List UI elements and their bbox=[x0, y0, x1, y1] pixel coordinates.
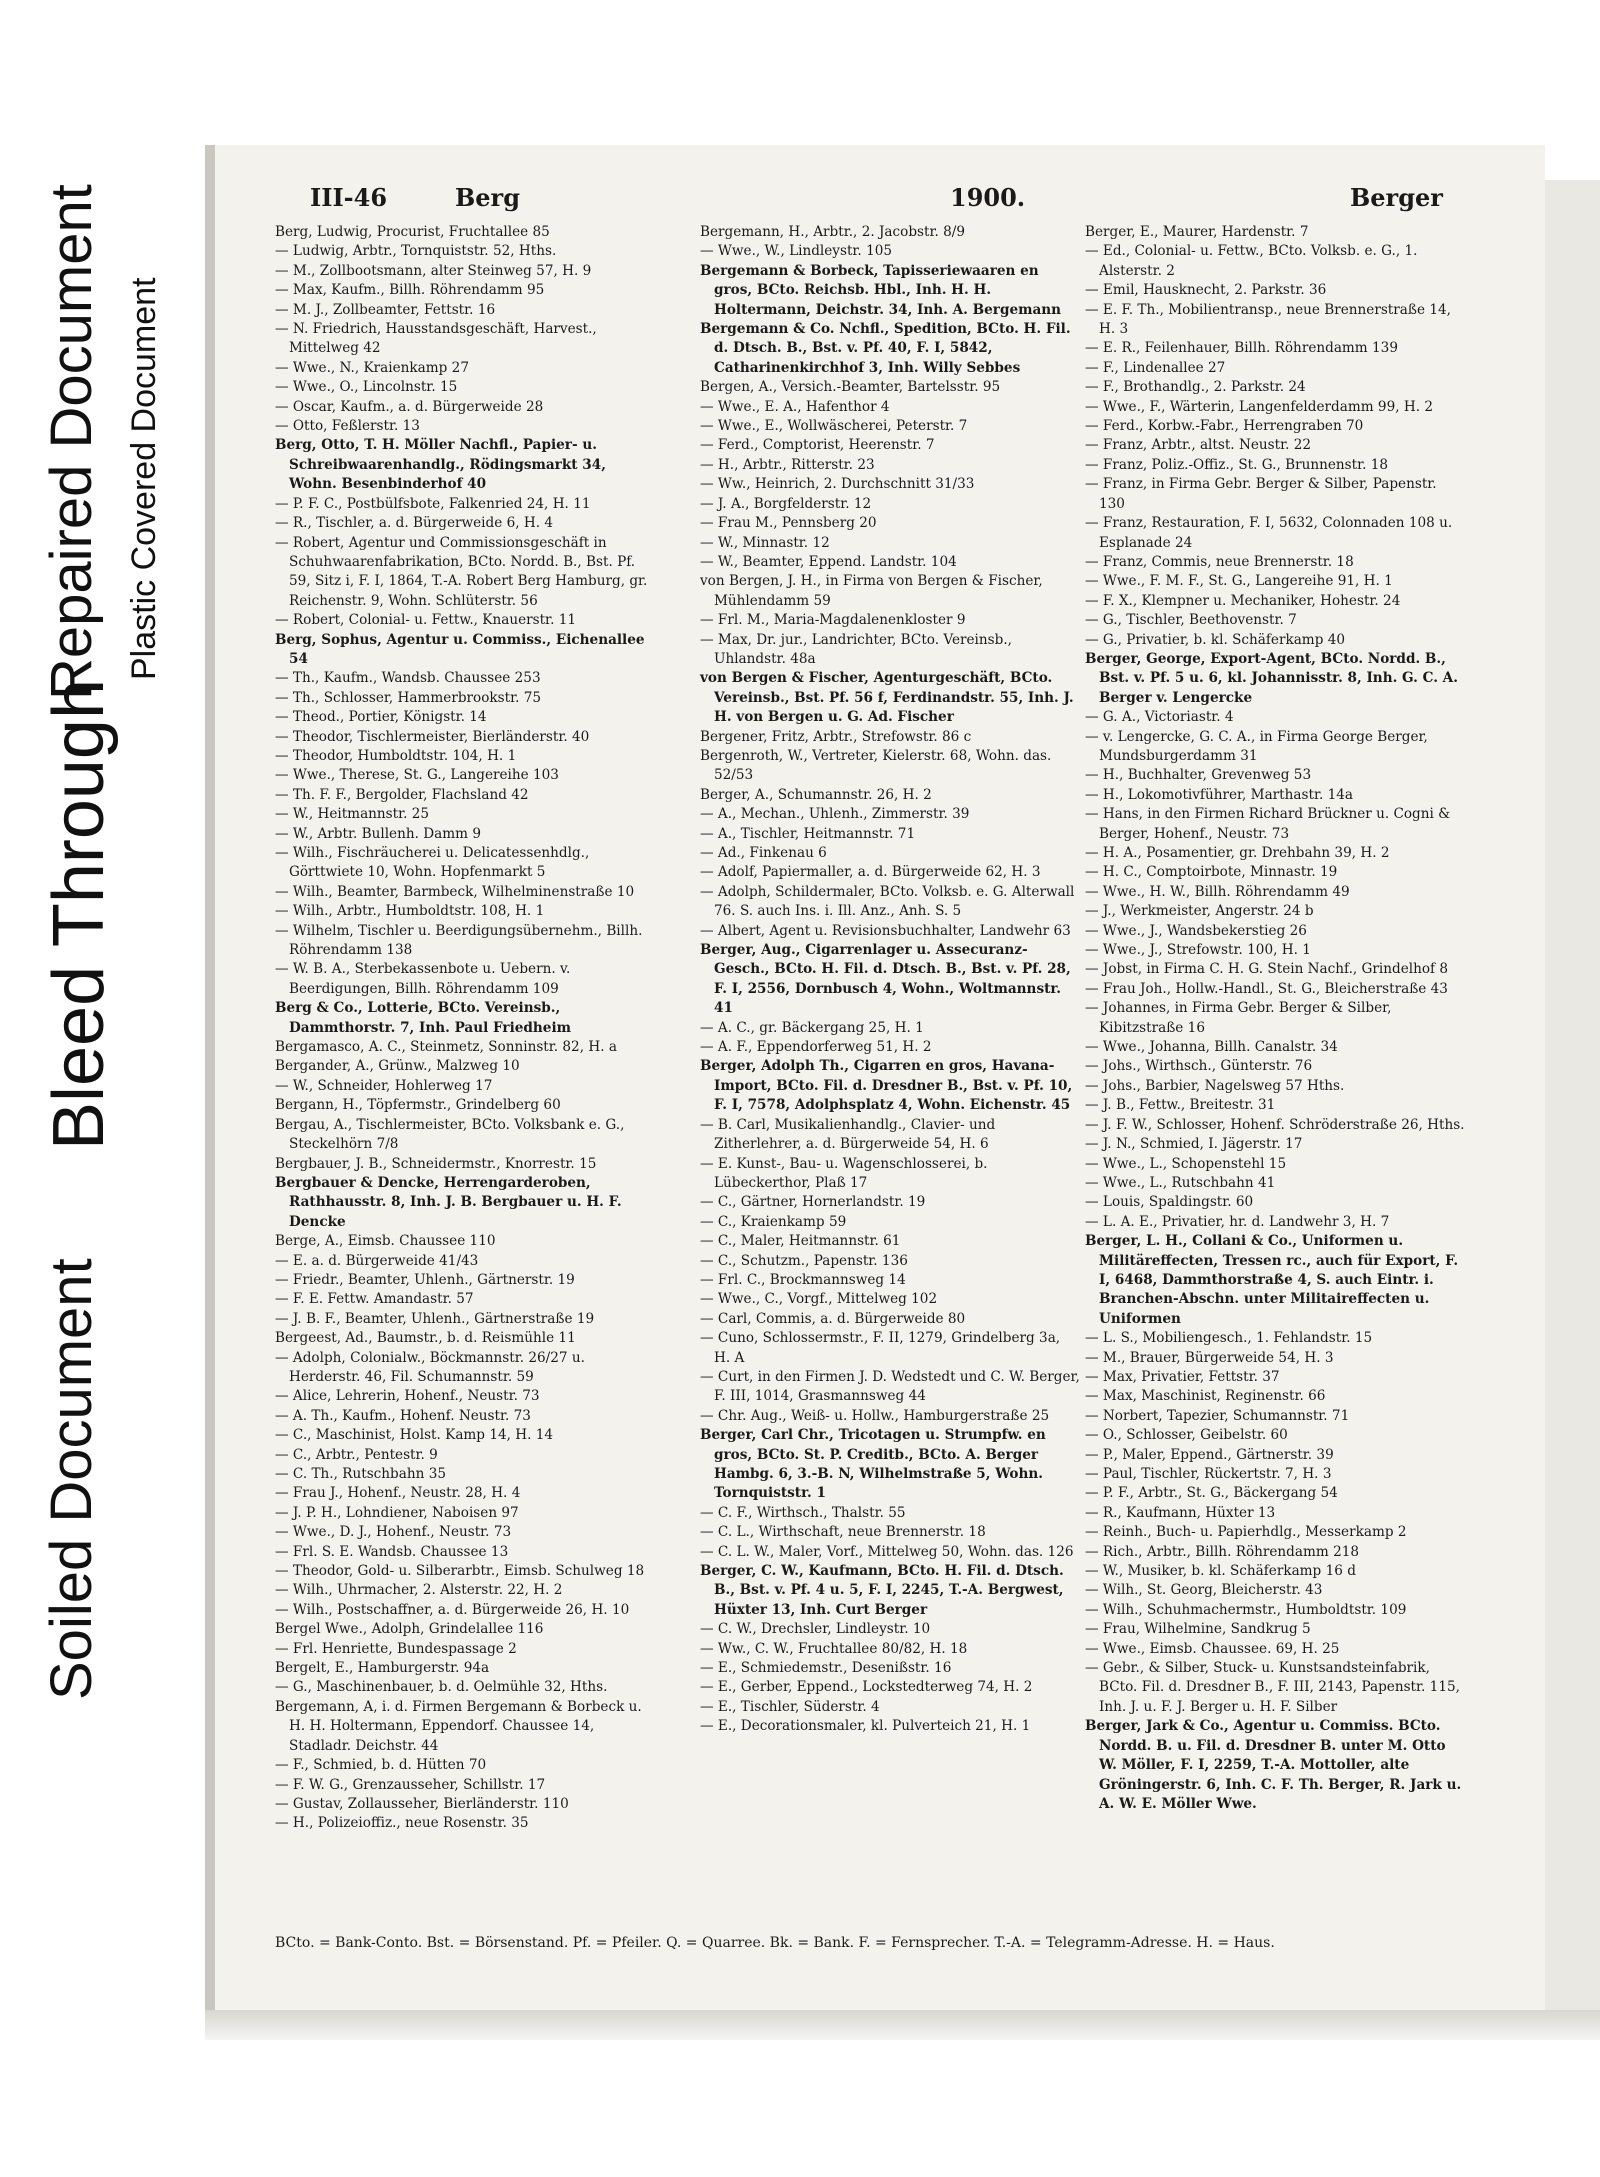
directory-entry: Berger, Adolph Th., Cigarren en gros, Havana-Import, BCto. Fil. d. Dresdner B., Bst. v. Pf. 10, F. I, 7578, Adolphsplatz 4, Wohn. Eichenstr. 45 bbox=[700, 1058, 1073, 1114]
directory-entry: — Wwe., F. M. F., St. G., Langereihe 91, H. 1 bbox=[1085, 573, 1393, 590]
directory-entry: — H., Arbtr., Ritterstr. 23 bbox=[700, 456, 875, 473]
directory-entry: — E. a. d. Bürgerweide 41/43 bbox=[275, 1252, 479, 1269]
side-labels bbox=[0, 0, 200, 2177]
directory-entry: — Th., Kaufm., Wandsb. Chaussee 253 bbox=[275, 670, 541, 687]
directory-entry: Bergamasco, A. C., Steinmetz, Sonninstr. 82, H. a bbox=[275, 1039, 617, 1056]
directory-entry: — R., Tischler, a. d. Bürgerweide 6, H. 4 bbox=[275, 515, 554, 532]
directory-entry: — Franz, Arbtr., altst. Neustr. 22 bbox=[1085, 437, 1312, 454]
directory-entry: — Frl. M., Maria-Magdalenenkloster 9 bbox=[700, 612, 966, 629]
directory-entry: — H., Lokomotivführer, Marthastr. 14a bbox=[1085, 786, 1353, 803]
directory-entry: — Friedr., Beamter, Uhlenh., Gärtnerstr. 19 bbox=[275, 1271, 575, 1288]
column-middle bbox=[700, 223, 1080, 1737]
label-soiled-document: Soiled Document bbox=[39, 1258, 104, 1700]
directory-entry: — Frau, Wilhelmine, Sandkrug 5 bbox=[1085, 1621, 1311, 1638]
directory-entry: — Adolf, Papiermaller, a. d. Bürgerweide 62, H. 3 bbox=[700, 864, 1041, 881]
directory-entry: — F., Schmied, b. d. Hütten 70 bbox=[275, 1757, 487, 1774]
directory-entry: — L. S., Mobiliengesch., 1. Fehlandstr. 15 bbox=[1085, 1330, 1373, 1347]
directory-entry: — Wwe., L., Schopenstehl 15 bbox=[1085, 1155, 1287, 1172]
directory-entry: Berger, Carl Chr., Tricotagen u. Strumpfw. en gros, BCto. St. P. Creditb., BCto. A. Berger Hambg. 6, 3.-B. N, Wilhelmstraße 5, Wohn. Tornquiststr. 1 bbox=[700, 1427, 1046, 1502]
directory-entry: — Ww., Heinrich, 2. Durchschnitt 31/33 bbox=[700, 476, 975, 493]
directory-entry: — Frl. Henriette, Bundespassage 2 bbox=[275, 1640, 517, 1657]
directory-entry: — Wwe., C., Vorgf., Mittelweg 102 bbox=[700, 1291, 938, 1308]
directory-entry: — W., Heitmannstr. 25 bbox=[275, 806, 430, 823]
directory-entry: — Norbert, Tapezier, Schumannstr. 71 bbox=[1085, 1407, 1350, 1424]
directory-entry: — Wwe., J., Strefowstr. 100, H. 1 bbox=[1085, 942, 1311, 959]
page-header bbox=[310, 183, 1550, 223]
directory-entry: — Frau Joh., Hollw.-Handl., St. G., Bleicherstraße 43 bbox=[1085, 980, 1448, 997]
directory-entry: — H., Polizeioffiz., neue Rosenstr. 35 bbox=[275, 1815, 529, 1832]
directory-entry: — Wilh., Postschaffner, a. d. Bürgerweide 26, H. 10 bbox=[275, 1601, 630, 1618]
directory-entry: — Ferd., Korbw.-Fabr., Herrengraben 70 bbox=[1085, 418, 1364, 435]
directory-entry: — Franz, Poliz.-Offiz., St. G., Brunnenstr. 18 bbox=[1085, 456, 1389, 473]
directory-entry: — C., Maschinist, Holst. Kamp 14, H. 14 bbox=[275, 1427, 554, 1444]
directory-entry: — Wwe., Eimsb. Chaussee. 69, H. 25 bbox=[1085, 1640, 1340, 1657]
header-right-keyword: Berger bbox=[1350, 183, 1443, 212]
directory-entry: — Ed., Colonial- u. Fettw., BCto. Volksb. e. G., 1. Alsterstr. 2 bbox=[1085, 243, 1418, 279]
directory-entry: — J. P. H., Lohndiener, Naboisen 97 bbox=[275, 1504, 519, 1521]
directory-entry: — E., Decorationsmaler, kl. Pulverteich 21, H. 1 bbox=[700, 1718, 1031, 1735]
directory-entry: — W., Arbtr. Bullenh. Damm 9 bbox=[275, 825, 481, 842]
directory-entry: Bergelt, E., Hamburgerstr. 94a bbox=[275, 1660, 490, 1677]
directory-entry: — E., Schmiedemstr., Desenißstr. 16 bbox=[700, 1660, 952, 1677]
directory-entry: — E., Gerber, Eppend., Lockstedterweg 74, H. 2 bbox=[700, 1679, 1033, 1696]
directory-entry: — Johs., Wirthsch., Günterstr. 76 bbox=[1085, 1058, 1313, 1075]
directory-entry: — Th. F. F., Bergolder, Flachsland 42 bbox=[275, 786, 529, 803]
directory-entry: — Wilh., Schuhmachermstr., Humboldtstr. 109 bbox=[1085, 1601, 1407, 1618]
directory-entry: — Franz, in Firma Gebr. Berger & Silber, Papenstr. 130 bbox=[1085, 476, 1437, 512]
directory-entry: — Max, Privatier, Fettstr. 37 bbox=[1085, 1368, 1280, 1385]
directory-entry: von Bergen & Fischer, Agenturgeschäft, BCto. Vereinsb., Bst. Pf. 56 f, Ferdinandstr. 55, Inh. J. H. von Bergen u. G. Ad. Fischer bbox=[700, 670, 1074, 726]
directory-entry: — Wwe., N., Kraienkamp 27 bbox=[275, 359, 469, 376]
directory-entry: — F., Lindenallee 27 bbox=[1085, 359, 1226, 376]
directory-entry: Berger, Aug., Cigarrenlager u. Assecuranz-Gesch., BCto. H. Fil. d. Dtsch. B., Bst. v. Pf. 28, F. I, 2556, Dornbusch 4, Wohn., Woltmannstr. 41 bbox=[700, 942, 1071, 1017]
directory-entry: — A. Th., Kaufm., Hohenf. Neustr. 73 bbox=[275, 1407, 531, 1424]
directory-entry: von Bergen, J. H., in Firma von Bergen & Fischer, Mühlendamm 59 bbox=[700, 573, 1043, 609]
directory-entry: — Max, Maschinist, Reginenstr. 66 bbox=[1085, 1388, 1326, 1405]
directory-entry: — H. A., Posamentier, gr. Drehbahn 39, H. 2 bbox=[1085, 845, 1390, 861]
directory-entry: — Frl. S. E. Wandsb. Chaussee 13 bbox=[275, 1543, 509, 1560]
directory-entry: Berge, A., Eimsb. Chaussee 110 bbox=[275, 1233, 496, 1250]
directory-entry: — J. B. F., Beamter, Uhlenh., Gärtnerstraße 19 bbox=[275, 1310, 595, 1327]
directory-entry: — Wwe., W., Lindleystr. 105 bbox=[700, 243, 893, 260]
directory-entry: Berger, Jark & Co., Agentur u. Commiss. BCto. Nordd. B. u. Fil. d. Dresdner B. unter M. Otto W. Möller, F. I, 2259, T.-A. Mottoller, alte Gröningerstr. 6, Inh. C. F. Th. Berger, R. Jark u. A. W. E. Möller Wwe. bbox=[1085, 1718, 1462, 1812]
label-bleed-through: Bleed Through bbox=[39, 678, 119, 1150]
directory-entry: — W. B. A., Sterbekassenbote u. Uebern. v. Beerdigungen, Billh. Röhrendamm 109 bbox=[275, 961, 571, 997]
directory-entry: — Reinh., Buch- u. Papierhdlg., Messerkamp 2 bbox=[1085, 1524, 1407, 1541]
directory-entry: — Johannes, in Firma Gebr. Berger & Silber, Kibitzstraße 16 bbox=[1085, 1000, 1392, 1036]
directory-entry: — Wwe., E. A., Hafenthor 4 bbox=[700, 398, 890, 415]
directory-entry: Bergander, A., Grünw., Malzweg 10 bbox=[275, 1058, 520, 1075]
directory-entry: — Frau M., Pennsberg 20 bbox=[700, 515, 877, 532]
directory-entry: — E. F. Th., Mobilientransp., neue Brennerstraße 14, H. 3 bbox=[1085, 301, 1451, 338]
directory-entry: — J. F. W., Schlosser, Hohenf. Schröderstraße 26, Hths. bbox=[1085, 1116, 1465, 1133]
directory-entry: Bergbauer & Dencke, Herrengarderoben, Rathhausstr. 8, Inh. J. B. Bergbauer u. H. F. Dencke bbox=[275, 1174, 622, 1230]
directory-entry: Bergann, H., Töpfermstr., Grindelberg 60 bbox=[275, 1097, 561, 1114]
directory-entry: — C. W., Drechsler, Lindleystr. 10 bbox=[700, 1621, 931, 1638]
directory-entry: — Hans, in den Firmen Richard Brückner u. Cogni & Berger, Hohenf., Neustr. 73 bbox=[1085, 806, 1451, 842]
directory-entry: — Wwe., J., Wandsbekerstieg 26 bbox=[1085, 922, 1307, 939]
directory-entry: — Wwe., L., Rutschbahn 41 bbox=[1085, 1174, 1276, 1191]
directory-entry: Berg, Otto, T. H. Möller Nachfl., Papier- u. Schreibwaarenhandlg., Rödingsmarkt 34, Wohn. Besenbinderhof 40 bbox=[275, 437, 606, 493]
directory-entry: Bergel Wwe., Adolph, Grindelallee 116 bbox=[275, 1621, 544, 1638]
directory-entry: — C., Kraienkamp 59 bbox=[700, 1213, 847, 1230]
directory-entry: Bergemann & Borbeck, Tapisseriewaaren en gros, BCto. Reichsb. Hbl., Inh. H. H. Holtermann, Deichstr. 34, Inh. A. Bergemann bbox=[700, 262, 1062, 318]
directory-entry: — Wwe., H. W., Billh. Röhrendamm 49 bbox=[1085, 883, 1350, 900]
directory-entry: — Theodor, Gold- u. Silberarbtr., Eimsb. Schulweg 18 bbox=[275, 1563, 645, 1580]
directory-entry: Berger, C. W., Kaufmann, BCto. H. Fil. d. Dtsch. B., Bst. v. Pf. 4 u. 5, F. I, 2245, T.-A. Bergwest, Hüxter 13, Inh. Curt Berger bbox=[700, 1563, 1064, 1618]
directory-entry: — J. A., Borgfelderstr. 12 bbox=[700, 495, 872, 512]
column-left bbox=[275, 223, 655, 1834]
directory-entry: — Carl, Commis, a. d. Bürgerweide 80 bbox=[700, 1310, 966, 1327]
directory-entry: Bergemann, A, i. d. Firmen Bergemann & Borbeck u. H. H. Holtermann, Eppendorf. Chaussee 14, Stadladr. Deichstr. 44 bbox=[275, 1698, 642, 1754]
directory-entry: — Otto, Feßlerstr. 13 bbox=[275, 418, 420, 435]
directory-entry: — G. A., Victoriastr. 4 bbox=[1085, 709, 1234, 726]
directory-entry: — Wilh., Uhrmacher, 2. Alsterstr. 22, H. 2 bbox=[275, 1582, 563, 1599]
directory-entry: — W., Minnastr. 12 bbox=[700, 534, 830, 551]
directory-entry: — Wwe., E., Wollwäscherei, Peterstr. 7 bbox=[700, 418, 968, 435]
directory-entry: — F. E. Fettw. Amandastr. 57 bbox=[275, 1291, 474, 1308]
directory-entry: — G., Privatier, b. kl. Schäferkamp 40 bbox=[1085, 631, 1346, 648]
directory-entry: — F. W. G., Grenzausseher, Schillstr. 17 bbox=[275, 1776, 546, 1793]
directory-entry: — Ad., Finkenau 6 bbox=[700, 845, 827, 861]
directory-entry: — P. F., Arbtr., St. G., Bäckergang 54 bbox=[1085, 1485, 1338, 1502]
directory-entry: Bergau, A., Tischlermeister, BCto. Volksbank e. G., Steckelhörn 7/8 bbox=[275, 1116, 625, 1153]
page-number: III-46 bbox=[310, 183, 388, 212]
directory-entry: — Ludwig, Arbtr., Tornquiststr. 52, Hths. bbox=[275, 243, 557, 260]
directory-entry: — Ferd., Comptorist, Heerenstr. 7 bbox=[700, 437, 935, 454]
directory-entry: — B. Carl, Musikalienhandlg., Clavier- und Zitherlehrer, a. d. Bürgerweide 54, H. 6 bbox=[700, 1116, 996, 1153]
directory-entry: — H. C., Comptoirbote, Minnastr. 19 bbox=[1085, 864, 1338, 881]
directory-entry: — Wilh., Beamter, Barmbeck, Wilhelminenstraße 10 bbox=[275, 883, 635, 900]
directory-entry: — Robert, Agentur und Commissionsgeschäft in Schuhwaarenfabrikation, BCto. Nordd. B., Bst. Pf. 59, Sitz i, F. I, 1864, T.-A. Robert Berg Hamburg, gr. Reichenstr. 9, Wohn. Schlüterstr. 56 bbox=[275, 534, 648, 609]
directory-entry: — J. N., Schmied, I. Jägerstr. 17 bbox=[1085, 1136, 1303, 1153]
directory-entry: — Wilh., St. Georg, Bleicherstr. 43 bbox=[1085, 1582, 1323, 1599]
directory-entry: — Johs., Barbier, Nagelsweg 57 Hths. bbox=[1085, 1077, 1345, 1094]
directory-entry: — Wwe., D. J., Hohenf., Neustr. 73 bbox=[275, 1524, 512, 1541]
directory-entry: — G., Maschinenbauer, b. d. Oelmühle 32, Hths. bbox=[275, 1679, 608, 1696]
directory-entry: — Theodor, Humboldtstr. 104, H. 1 bbox=[275, 747, 517, 764]
directory-entry: — C. Th., Rutschbahn 35 bbox=[275, 1466, 446, 1482]
header-left-keyword: Berg bbox=[455, 183, 520, 212]
directory-entry: — Albert, Agent u. Revisionsbuchhalter, Landwehr 63 bbox=[700, 922, 1071, 939]
directory-entry: — C. L., Wirthschaft, neue Brennerstr. 18 bbox=[700, 1524, 986, 1541]
directory-entry: — C., Maler, Heitmannstr. 61 bbox=[700, 1233, 901, 1250]
directory-entry: — Wwe., O., Lincolnstr. 15 bbox=[275, 379, 458, 396]
directory-entry: — Cuno, Schlossermstr., F. II, 1279, Grindelberg 3a, H. A bbox=[700, 1330, 1061, 1366]
directory-entry: — Theod., Portier, Königstr. 14 bbox=[275, 709, 487, 726]
page-right-edge bbox=[1545, 180, 1600, 2010]
directory-entry: — J., Werkmeister, Angerstr. 24 b bbox=[1085, 903, 1314, 920]
directory-entry: — W., Schneider, Hohlerweg 17 bbox=[275, 1077, 493, 1094]
directory-entry: — Adolph, Colonialw., Böckmannstr. 26/27 u. Herderstr. 46, Fil. Schumannstr. 59 bbox=[275, 1349, 585, 1385]
directory-entry: — G., Tischler, Beethovenstr. 7 bbox=[1085, 612, 1297, 629]
directory-entry: — M., Zollbootsmann, alter Steinweg 57, H. 9 bbox=[275, 262, 592, 279]
label-repaired-document: Repaired Document bbox=[39, 184, 104, 700]
directory-entry: — Max, Dr. jur., Landrichter, BCto. Vereinsb., Uhlandstr. 48a bbox=[700, 631, 1012, 667]
directory-entry: — O., Schlosser, Geibelstr. 60 bbox=[1085, 1427, 1288, 1444]
directory-entry: Bergbauer, J. B., Schneidermstr., Knorrestr. 15 bbox=[275, 1155, 597, 1172]
directory-entry: — Robert, Colonial- u. Fettw., Knauerstr. 11 bbox=[275, 612, 577, 629]
directory-entry: — Franz, Restauration, F. I, 5632, Colonnaden 108 u. Esplanade 24 bbox=[1085, 515, 1453, 551]
directory-entry: — W., Musiker, b. kl. Schäferkamp 16 d bbox=[1085, 1563, 1356, 1580]
directory-entry: — E. R., Feilenhauer, Billh. Röhrendamm 139 bbox=[1085, 340, 1398, 357]
column-right bbox=[1085, 223, 1465, 1814]
directory-entry: — Frl. C., Brockmannsweg 14 bbox=[700, 1271, 906, 1288]
directory-entry: — R., Kaufmann, Hüxter 13 bbox=[1085, 1504, 1276, 1521]
directory-entry: — Curt, in den Firmen J. D. Wedstedt und C. W. Berger, F. III, 1014, Grasmannsweg 44 bbox=[700, 1368, 1080, 1405]
directory-entry: — Gebr., & Silber, Stuck- u. Kunstsandsteinfabrik, BCto. Fil. d. Dresdner B., F. III, 2143, Papenstr. 115, Inh. J. u. F. J. Berger u. H. F. Silber bbox=[1085, 1660, 1460, 1715]
directory-entry: — Franz, Commis, neue Brennerstr. 18 bbox=[1085, 553, 1354, 570]
label-plastic-covered-document: Plastic Covered Document bbox=[125, 277, 163, 680]
directory-entry: — Alice, Lehrerin, Hohenf., Neustr. 73 bbox=[275, 1388, 540, 1405]
directory-entry: — Wilh., Fischräucherei u. Delicatessenhdlg., Görttwiete 10, Wohn. Hopfenmarkt 5 bbox=[275, 845, 590, 881]
directory-entry: Bergemann, H., Arbtr., 2. Jacobstr. 8/9 bbox=[700, 224, 965, 240]
directory-entry: Berg, Sophus, Agentur u. Commiss., Eichenallee 54 bbox=[275, 631, 645, 667]
directory-entry: — F., Brothandlg., 2. Parkstr. 24 bbox=[1085, 379, 1306, 396]
directory-entry: Bergen, A., Versich.-Beamter, Bartelsstr. 95 bbox=[700, 379, 1001, 396]
directory-entry: — J. B., Fettw., Breitestr. 31 bbox=[1085, 1097, 1276, 1114]
directory-entry: — E. Kunst-, Bau- u. Wagenschlosserei, b. Lübeckerthor, Plaß 17 bbox=[700, 1155, 988, 1191]
directory-entry: — P. F. C., Postbülfsbote, Falkenried 24, H. 11 bbox=[275, 495, 591, 512]
directory-entry: — Wwe., Therese, St. G., Langereihe 103 bbox=[275, 767, 559, 784]
directory-entry: Berg & Co., Lotterie, BCto. Vereinsb., Dammthorstr. 7, Inh. Paul Friedheim bbox=[275, 1000, 571, 1036]
directory-entry: Bergenroth, W., Vertreter, Kielerstr. 68, Wohn. das. 52/53 bbox=[700, 747, 1052, 784]
directory-entry: — Wwe., F., Wärterin, Langenfelderdamm 99, H. 2 bbox=[1085, 398, 1433, 415]
directory-entry: — L. A. E., Privatier, hr. d. Landwehr 3, H. 7 bbox=[1085, 1213, 1390, 1230]
directory-page bbox=[205, 145, 1545, 2010]
directory-entry: Berg, Ludwig, Procurist, Fruchtallee 85 bbox=[275, 224, 550, 240]
directory-entry: — C., Arbtr., Pentestr. 9 bbox=[275, 1446, 438, 1463]
directory-entry: — A., Tischler, Heitmannstr. 71 bbox=[700, 825, 916, 842]
directory-entry: — Paul, Tischler, Rückertstr. 7, H. 3 bbox=[1085, 1466, 1332, 1482]
directory-entry: Bergener, Fritz, Arbtr., Strefowstr. 86 c bbox=[700, 728, 972, 745]
directory-entry: Berger, A., Schumannstr. 26, H. 2 bbox=[700, 786, 932, 803]
directory-entry: — Wwe., Johanna, Billh. Canalstr. 34 bbox=[1085, 1039, 1338, 1056]
directory-entry: — Th., Schlosser, Hammerbrookstr. 75 bbox=[275, 689, 542, 706]
abbreviations-footer: BCto. = Bank-Conto. Bst. = Börsenstand. Pf. = Pfeiler. Q. = Quarree. Bk. = Bank. F. = Fernsprecher. T.-A. = Telegramm-Adresse. H. = Haus. bbox=[275, 1935, 1275, 1951]
directory-entry: — Oscar, Kaufm., a. d. Bürgerweide 28 bbox=[275, 398, 544, 415]
directory-entry: — Rich., Arbtr., Billh. Röhrendamm 218 bbox=[1085, 1543, 1360, 1560]
directory-entry: — Adolph, Schildermaler, BCto. Volksb. e. G. Alterwall 76. S. auch Ins. i. Ill. Anz., Anh. S. 5 bbox=[700, 883, 1075, 920]
directory-entry: Berger, E., Maurer, Hardenstr. 7 bbox=[1085, 224, 1309, 240]
page-bottom-shadow bbox=[205, 2010, 1600, 2040]
directory-entry: — Ww., C. W., Fruchtallee 80/82, H. 18 bbox=[700, 1640, 968, 1657]
directory-entry: Bergeest, Ad., Baumstr., b. d. Reismühle 11 bbox=[275, 1330, 576, 1347]
directory-entry: — C., Gärtner, Hornerlandstr. 19 bbox=[700, 1194, 926, 1211]
directory-entry: — E., Tischler, Süderstr. 4 bbox=[700, 1698, 880, 1715]
directory-entry: — A. F., Eppendorferweg 51, H. 2 bbox=[700, 1039, 932, 1056]
directory-entry: — C., Schutzm., Papenstr. 136 bbox=[700, 1252, 908, 1269]
directory-entry: — M., Brauer, Bürgerweide 54, H. 3 bbox=[1085, 1349, 1334, 1366]
directory-entry: — M. J., Zollbeamter, Fettstr. 16 bbox=[275, 301, 496, 318]
directory-entry: Berger, George, Export-Agent, BCto. Nordd. B., Bst. v. Pf. 5 u. 6, kl. Johannisstr. 8, Inh. G. C. A. Berger v. Lengercke bbox=[1085, 650, 1458, 706]
directory-entry: — Theodor, Tischlermeister, Bierländerstr. 40 bbox=[275, 728, 590, 745]
directory-entry: — Max, Kaufm., Billh. Röhrendamm 95 bbox=[275, 282, 545, 299]
directory-entry: — Gustav, Zollausseher, Bierländerstr. 110 bbox=[275, 1795, 569, 1812]
directory-entry: — Wilhelm, Tischler u. Beerdigungsübernehm., Billh. Röhrendamm 138 bbox=[275, 922, 643, 959]
directory-entry: — A., Mechan., Uhlenh., Zimmerstr. 39 bbox=[700, 806, 970, 823]
directory-entry: — F. X., Klempner u. Mechaniker, Hohestr. 24 bbox=[1085, 592, 1401, 609]
directory-entry: — Louis, Spaldingstr. 60 bbox=[1085, 1194, 1254, 1211]
directory-entry: — Chr. Aug., Weiß- u. Hollw., Hamburgerstraße 25 bbox=[700, 1407, 1050, 1424]
header-year: 1900. bbox=[950, 183, 1026, 212]
directory-entry: — Jobst, in Firma C. H. G. Stein Nachf., Grindelhof 8 bbox=[1085, 961, 1449, 978]
directory-entry: — C. L. W., Maler, Vorf., Mittelweg 50, Wohn. das. 126 bbox=[700, 1543, 1074, 1560]
directory-entry: — P., Maler, Eppend., Gärtnerstr. 39 bbox=[1085, 1446, 1334, 1463]
directory-entry: — A. C., gr. Bäckergang 25, H. 1 bbox=[700, 1019, 924, 1036]
directory-entry: — W., Beamter, Eppend. Landstr. 104 bbox=[700, 553, 957, 570]
directory-entry: — N. Friedrich, Hausstandsgeschäft, Harvest., Mittelweg 42 bbox=[275, 321, 597, 357]
directory-entry: Berger, L. H., Collani & Co., Uniformen u. Militäreffecten, Tressen rc., auch für Export, F. I, 6468, Dammthorstraße 4, S. auch Eintr. i. Branchen-Abschn. unter Militaireffecten u. Uniformen bbox=[1085, 1233, 1459, 1327]
directory-entry: — Wilh., Arbtr., Humboldtstr. 108, H. 1 bbox=[275, 903, 545, 920]
directory-entry: — C. F., Wirthsch., Thalstr. 55 bbox=[700, 1504, 906, 1521]
directory-entry: — Emil, Hausknecht, 2. Parkstr. 36 bbox=[1085, 282, 1327, 299]
directory-entry: — Frau J., Hohenf., Neustr. 28, H. 4 bbox=[275, 1485, 521, 1502]
directory-entry: Bergemann & Co. Nchfl., Spedition, BCto. H. Fil. d. Dtsch. B., Bst. v. Pf. 40, F. I, 5842, Catharinenkirchhof 3, Inh. Willy Sebbes bbox=[700, 321, 1071, 376]
directory-entry: — H., Buchhalter, Grevenweg 53 bbox=[1085, 767, 1312, 784]
directory-entry: — v. Lengercke, G. C. A., in Firma George Berger, Mundsburgerdamm 31 bbox=[1085, 728, 1428, 764]
